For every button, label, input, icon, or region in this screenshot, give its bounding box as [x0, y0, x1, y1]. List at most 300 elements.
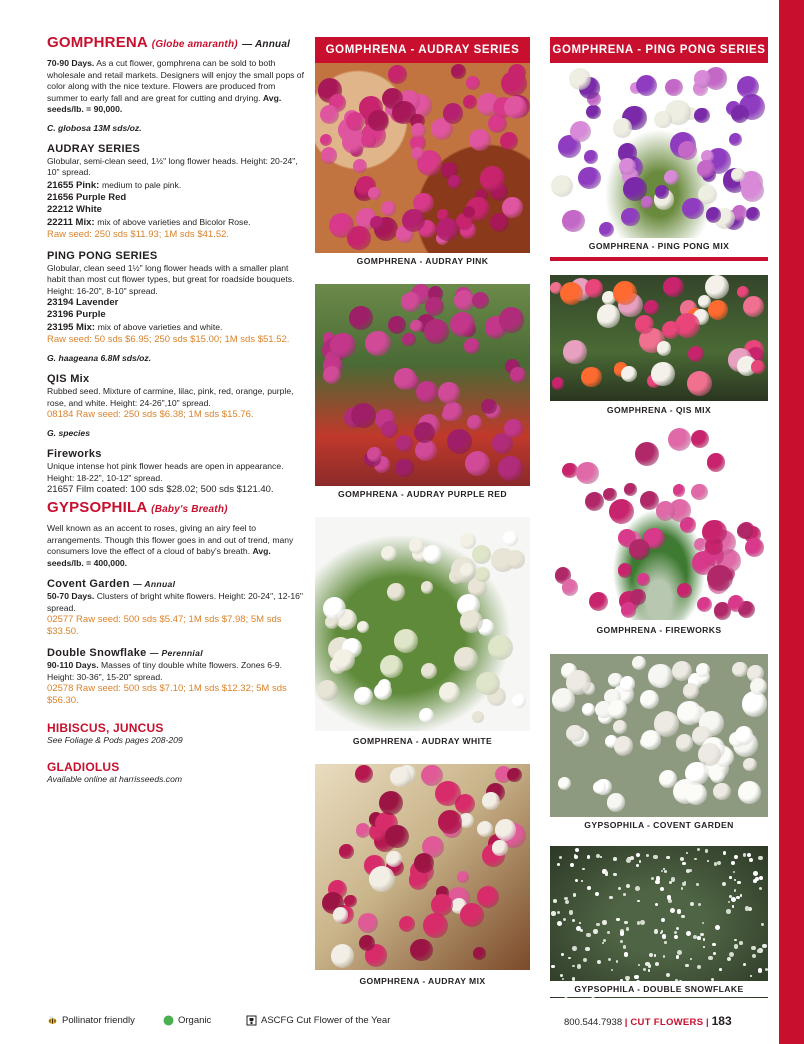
- flower-head: [683, 683, 698, 698]
- flower-head: [512, 694, 526, 708]
- flower-head: [502, 197, 523, 218]
- flower-head: [750, 975, 752, 977]
- photo-audray-mix: [315, 764, 530, 970]
- item-note: mix of above varieties and Bicolor Rose.: [97, 216, 251, 227]
- flower-head: [492, 840, 507, 855]
- flower-head: [713, 783, 730, 800]
- flower-head: [728, 595, 744, 611]
- trophy-icon: [246, 1015, 257, 1026]
- pingpong-item-purple: [47, 309, 305, 321]
- flower-head: [626, 884, 630, 888]
- fireworks-heading: Fireworks: [47, 448, 102, 460]
- flower-head: [691, 430, 709, 448]
- flower-head: [759, 876, 763, 880]
- flower-head: [607, 793, 625, 811]
- flower-head: [438, 810, 462, 834]
- fireworks-desc: Unique intense hot pink flower heads are open in appearance. Height: 18-22", 10-12" spread.: [47, 461, 284, 483]
- flower-head: [685, 964, 688, 967]
- flower-head: [613, 873, 617, 877]
- flower-head: [395, 459, 413, 477]
- flower-head: [602, 920, 607, 925]
- flower-head: [570, 121, 591, 142]
- covent-days: 50-70 Days.: [47, 591, 95, 601]
- flower-head: [677, 701, 701, 725]
- flower-head: [687, 371, 713, 397]
- flower-head: [655, 962, 659, 966]
- flower-head: [624, 952, 628, 956]
- covent-heading: [47, 578, 305, 591]
- gypsophila-avg-seeds: Avg. seeds/lb. = 400,000.: [47, 546, 271, 568]
- flower-head: [597, 304, 621, 328]
- flower-head: [586, 933, 591, 938]
- page-number: 183: [711, 1014, 732, 1028]
- flower-head: [421, 581, 433, 593]
- flower-head: [746, 207, 760, 221]
- caption-audray-purple-red: GOMPHRENA - AUDRAY PURPLE RED: [315, 486, 530, 502]
- flower-head: [323, 597, 346, 620]
- flower-head: [737, 523, 753, 539]
- flower-head: [575, 848, 579, 852]
- photo-audray-purple-red: [315, 284, 530, 486]
- item-code: 23194 Lavender: [47, 297, 119, 308]
- flower-head: [672, 661, 692, 681]
- flower-head: [317, 680, 338, 701]
- flower-head: [421, 663, 437, 679]
- gypsophila-heading: GYPSOPHILA: [47, 499, 147, 516]
- flower-head: [581, 367, 602, 388]
- flower-head: [707, 453, 726, 472]
- flower-head: [551, 175, 573, 197]
- flower-head: [460, 563, 475, 578]
- flower-head: [552, 377, 565, 390]
- flower-head: [501, 71, 527, 97]
- flower-head: [609, 499, 634, 524]
- species-globosa: C. globosa 13M sds/oz.: [47, 122, 142, 133]
- qis-price: 08184 Raw seed: 250 sds $6.38; 1M sds $15.76.: [47, 409, 254, 420]
- item-note: mix of above varieties and white.: [97, 322, 223, 332]
- flower-head: [717, 861, 721, 865]
- flower-head: [409, 870, 428, 889]
- flower-head: [320, 105, 339, 124]
- flower-head: [368, 110, 388, 130]
- audray-item-pink: [47, 179, 305, 192]
- flower-head: [576, 462, 598, 484]
- covent-price: 02577 Raw seed: 500 sds $5.47; 1M sds $7.98; 5M sds $33.50.: [47, 614, 282, 637]
- flower-head: [573, 893, 576, 896]
- flower-head: [368, 187, 381, 200]
- audray-item-purple-red: [47, 192, 305, 204]
- flower-head: [694, 108, 710, 124]
- item-note: medium to pale pink.: [101, 179, 182, 190]
- flower-head: [480, 166, 506, 192]
- flower-head: [448, 175, 461, 188]
- flower-head: [570, 863, 574, 867]
- flower-head: [758, 856, 762, 860]
- flower-head: [359, 935, 375, 951]
- flower-head: [732, 662, 748, 678]
- flower-head: [562, 579, 579, 596]
- flower-head: [738, 781, 761, 804]
- flower-head: [481, 399, 497, 415]
- flower-head: [706, 207, 722, 223]
- flower-head: [655, 185, 669, 199]
- gypsophila-intro: [47, 523, 305, 569]
- flower-head: [353, 159, 367, 173]
- flower-head: [654, 954, 656, 956]
- flower-head: [613, 118, 632, 137]
- flower-head: [697, 160, 715, 178]
- flower-head: [621, 602, 637, 618]
- flower-head: [629, 539, 650, 560]
- legend-ascfg-text: ASCFG Cut Flower of the Year: [261, 1015, 391, 1026]
- photo-audray-pink: [315, 63, 530, 253]
- flower-head: [641, 730, 661, 750]
- gomphrena-latin: (Globe amaranth): [151, 39, 238, 50]
- flower-head: [616, 918, 620, 922]
- flower-head: [365, 331, 390, 356]
- legend-pollinator-text: Pollinator friendly: [62, 1015, 135, 1026]
- flower-head: [653, 855, 657, 859]
- flower-head: [572, 965, 575, 968]
- photo-pingpong-mix: [550, 63, 768, 238]
- covent-name: Covent Garden: [47, 578, 130, 590]
- flower-head: [495, 819, 517, 841]
- divider-rule: [550, 257, 768, 261]
- flower-head: [670, 908, 675, 913]
- flower-head: [424, 319, 449, 344]
- flower-head: [745, 906, 750, 911]
- flower-head: [739, 941, 743, 945]
- flower-head: [602, 942, 604, 944]
- photo-background: [550, 425, 768, 620]
- flower-head: [743, 296, 764, 317]
- flower-head: [734, 939, 736, 941]
- flower-head: [394, 629, 418, 653]
- flower-head: [662, 934, 666, 938]
- section-name: CUT FLOWERS: [630, 1017, 704, 1028]
- flower-head: [381, 421, 398, 438]
- photo-qis-mix: [550, 275, 768, 401]
- gomphrena-type: — Annual: [242, 39, 291, 50]
- flower-head: [741, 179, 764, 202]
- audray-item-mix: [47, 216, 305, 229]
- flower-head: [640, 690, 659, 709]
- catalog-text-column: [47, 34, 305, 785]
- flower-head: [690, 958, 692, 960]
- footer-separator: |: [705, 1017, 709, 1028]
- flower-head: [351, 403, 376, 428]
- flower-head: [743, 853, 746, 856]
- flower-head: [696, 883, 699, 886]
- flower-head: [450, 312, 475, 337]
- flower-head: [751, 946, 755, 950]
- flower-head: [467, 415, 482, 430]
- flower-head: [684, 881, 686, 883]
- flower-head: [578, 167, 600, 189]
- gomphrena-intro: [47, 58, 305, 116]
- caption-fireworks: GOMPHRENA - FIREWORKS: [550, 622, 768, 638]
- organic-icon: [163, 1015, 174, 1026]
- flower-head: [637, 573, 650, 586]
- audray-desc: Globular, semi-clean seed, 1½" long flower heads. Height: 20-24", 10" spread.: [47, 155, 298, 177]
- covent-desc-text: Clusters of bright white flowers. Height: 20-24", 12-16" spread.: [47, 591, 303, 613]
- flower-head: [438, 382, 460, 404]
- flower-head: [662, 321, 680, 339]
- fireworks-price: 21657 Film coated: 100 sds $28.02; 500 sds $121.40.: [47, 484, 274, 495]
- flower-head: [659, 770, 677, 788]
- flower-head: [698, 903, 701, 906]
- gomphrena-avg-seeds: Avg. seeds/lb. = 90,000.: [47, 92, 282, 114]
- flower-head: [735, 726, 754, 745]
- flower-head: [681, 887, 683, 889]
- flower-head: [321, 147, 337, 163]
- flower-head: [460, 903, 484, 927]
- gomphrena-heading: GOMPHRENA: [47, 34, 148, 51]
- flower-head: [473, 947, 486, 960]
- item-code: 22211 Mix:: [47, 216, 95, 228]
- caption-pingpong-mix: GOMPHRENA - PING PONG MIX: [550, 238, 768, 254]
- flower-head: [333, 907, 349, 923]
- flower-head: [435, 781, 460, 806]
- flower-head: [436, 218, 459, 241]
- flower-head: [636, 864, 639, 867]
- flower-head: [607, 931, 610, 934]
- covent-type: — Annual: [133, 579, 176, 589]
- flower-head: [676, 734, 693, 751]
- covent-desc: [47, 591, 305, 614]
- flower-head: [589, 592, 608, 611]
- photo-audray-white: [315, 517, 530, 731]
- flower-head: [507, 768, 521, 782]
- flower-head: [451, 64, 466, 79]
- flower-head: [686, 931, 691, 936]
- caption-audray-white: GOMPHRENA - AUDRAY WHITE: [315, 733, 530, 749]
- item-code: 23196 Purple: [47, 309, 106, 320]
- flower-head: [323, 366, 341, 384]
- flower-head: [619, 158, 636, 175]
- flower-head: [558, 777, 571, 790]
- flower-head: [411, 147, 424, 160]
- flower-head: [636, 853, 640, 857]
- flower-head: [661, 930, 663, 932]
- flower-head: [702, 922, 704, 924]
- flower-head: [614, 736, 634, 756]
- flower-head: [678, 141, 697, 160]
- flower-head: [664, 941, 667, 944]
- flower-head: [737, 881, 740, 884]
- gladiolus-heading: GLADIOLUS: [47, 760, 120, 774]
- flower-head: [620, 931, 624, 935]
- legend-organic-text: Organic: [178, 1015, 212, 1026]
- flower-head: [729, 133, 742, 146]
- hibiscus-note: See Foliage & Pods pages 208-209: [47, 735, 183, 745]
- flower-head: [657, 341, 672, 356]
- flower-head: [457, 871, 469, 883]
- flower-head: [676, 927, 679, 930]
- page-footer: [564, 1014, 732, 1030]
- flower-head: [732, 905, 734, 907]
- flower-head: [682, 862, 685, 865]
- flower-head: [661, 918, 665, 922]
- item-code: 21656 Purple Red: [47, 191, 127, 203]
- flower-head: [641, 196, 653, 208]
- flower-head: [635, 315, 654, 334]
- flower-head: [344, 895, 356, 907]
- flower-head: [380, 655, 403, 678]
- item-code: 22212 White: [47, 203, 102, 215]
- flower-head: [582, 703, 595, 716]
- flower-head: [613, 281, 637, 305]
- flower-head: [411, 123, 426, 138]
- flower-head: [410, 320, 423, 333]
- flower-head: [469, 129, 491, 151]
- flower-head: [765, 968, 768, 971]
- flower-head: [677, 950, 682, 955]
- audray-series-heading: AUDRAY SERIES: [47, 142, 141, 155]
- flower-head: [734, 889, 736, 891]
- flower-head: [330, 333, 356, 359]
- snowflake-days: 90-110 Days.: [47, 660, 99, 670]
- flower-head: [620, 676, 635, 691]
- snowflake-desc: [47, 660, 305, 683]
- flower-head: [476, 672, 500, 696]
- pingpong-desc: Globular, clean seed 1½" long flower heads with a smaller plant habit than most cut flower types, but great for roadside bouquets. Height: 16-20", 8-10" spread.: [47, 262, 295, 296]
- flower-head: [466, 76, 480, 90]
- flower-head: [566, 725, 583, 742]
- pingpong-price: Raw seed: 50 sds $6.95; 250 sds $15.00; 1M sds $51.52.: [47, 334, 290, 345]
- flower-head: [504, 96, 527, 119]
- flower-head: [673, 484, 685, 496]
- flower-head: [593, 929, 598, 934]
- flower-head: [585, 279, 603, 297]
- flower-head: [339, 844, 354, 859]
- flower-head: [563, 340, 586, 363]
- flower-head: [331, 944, 354, 967]
- flower-head: [700, 933, 703, 936]
- bee-icon: [47, 1015, 58, 1026]
- flower-head: [697, 597, 712, 612]
- flower-head: [605, 871, 608, 874]
- flower-head: [618, 563, 632, 577]
- snowflake-desc-text: Masses of tiny double white flowers. Zones 6-9. Height: 30-36", 15-20" spread.: [47, 660, 283, 682]
- gomphrena-title: [47, 34, 305, 54]
- flower-head: [697, 936, 701, 940]
- flower-head: [731, 105, 749, 123]
- flower-head: [742, 691, 767, 716]
- flower-head: [402, 333, 415, 346]
- flower-head: [743, 758, 756, 771]
- pingpong-series-heading: PING PONG SERIES: [47, 249, 158, 262]
- flower-head: [703, 946, 705, 948]
- flower-head: [419, 708, 434, 723]
- flower-head: [689, 869, 692, 872]
- flower-head: [613, 720, 627, 734]
- flower-head: [731, 897, 736, 902]
- flower-head: [586, 105, 600, 119]
- flower-head: [379, 791, 403, 815]
- flower-head: [648, 664, 672, 688]
- flower-head: [761, 923, 763, 925]
- photo-fireworks: [550, 425, 768, 620]
- flower-head: [603, 939, 606, 942]
- flower-head: [454, 647, 477, 670]
- pingpong-item-mix: [47, 321, 305, 334]
- audray-series-banner: GOMPHRENA - AUDRAY SERIES: [315, 37, 530, 63]
- flower-head: [613, 857, 617, 861]
- flower-head: [644, 300, 659, 315]
- photo-covent-garden: [550, 654, 768, 817]
- phone-number: 800.544.7938: [564, 1017, 623, 1028]
- flower-head: [753, 879, 757, 883]
- flower-head: [680, 857, 684, 861]
- gypsophila-latin: (Baby's Breath): [151, 504, 228, 515]
- gladiolus-note: Available online at harrisseeds.com: [47, 774, 183, 784]
- legend-organic: [163, 1014, 211, 1028]
- flower-head: [722, 882, 726, 886]
- snowflake-price: 02578 Raw seed: 500 sds $7.10; 1M sds $12.32; 5M sds $56.30.: [47, 683, 287, 706]
- flower-head: [666, 973, 670, 977]
- flower-head: [616, 960, 619, 963]
- flower-head: [624, 483, 637, 496]
- flower-head: [464, 338, 479, 353]
- flower-head: [697, 965, 701, 969]
- gomphrena-intro-text: As a cut flower, gomphrena can be sold to both wholesale and retail markets. Designers will enjoy the small pops of color along with the nice texture. Flowers are produced from summer to early fall and are great for cutting and drying.: [47, 58, 304, 103]
- flower-head: [668, 428, 692, 452]
- item-code: 23195 Mix:: [47, 322, 96, 333]
- audray-item-white: [47, 204, 305, 216]
- flower-head: [431, 894, 453, 916]
- pingpong-series-banner: GOMPHRENA - PING PONG SERIES: [550, 37, 768, 63]
- flower-head: [654, 111, 672, 129]
- flower-head: [410, 939, 433, 962]
- flower-head: [726, 909, 731, 914]
- gypsophila-title: [47, 499, 305, 519]
- flower-head: [333, 649, 355, 671]
- flower-head: [599, 222, 614, 237]
- flower-head: [394, 368, 417, 391]
- flower-head: [460, 533, 476, 549]
- flower-head: [565, 900, 569, 904]
- flower-head: [745, 538, 764, 557]
- flower-head: [656, 876, 660, 880]
- caption-audray-mix: GOMPHRENA - AUDRAY MIX: [315, 973, 530, 989]
- flower-head: [686, 852, 688, 854]
- qis-desc: Rubbed seed. Mixture of carmine, lilac, pink, red, orange, purple, rose, and white. Height: 24-26",10" spread.: [47, 386, 294, 408]
- flower-head: [551, 911, 555, 915]
- caption-audray-pink: GOMPHRENA - AUDRAY PINK: [315, 253, 530, 269]
- flower-head: [626, 858, 631, 863]
- flower-head: [654, 929, 659, 934]
- flower-head: [665, 79, 683, 97]
- flower-head: [356, 823, 371, 838]
- page-edge-tab: [779, 0, 804, 1044]
- snowflake-name: Double Snowflake: [47, 647, 147, 659]
- flower-head: [611, 969, 613, 971]
- flower-head: [475, 567, 490, 582]
- flower-head: [691, 484, 707, 500]
- snowflake-heading: [47, 647, 305, 660]
- flower-head: [737, 76, 759, 98]
- flower-head: [421, 765, 443, 787]
- flower-head: [621, 208, 639, 226]
- audray-price: Raw seed: 250 sds $11.93; 1M sds $41.52.: [47, 228, 230, 240]
- flower-head: [638, 964, 640, 966]
- flower-head: [382, 88, 403, 109]
- hibiscus-heading: HIBISCUS, JUNCUS: [47, 721, 164, 735]
- flower-head: [734, 944, 739, 949]
- flower-head: [443, 402, 462, 421]
- flower-head: [388, 65, 407, 84]
